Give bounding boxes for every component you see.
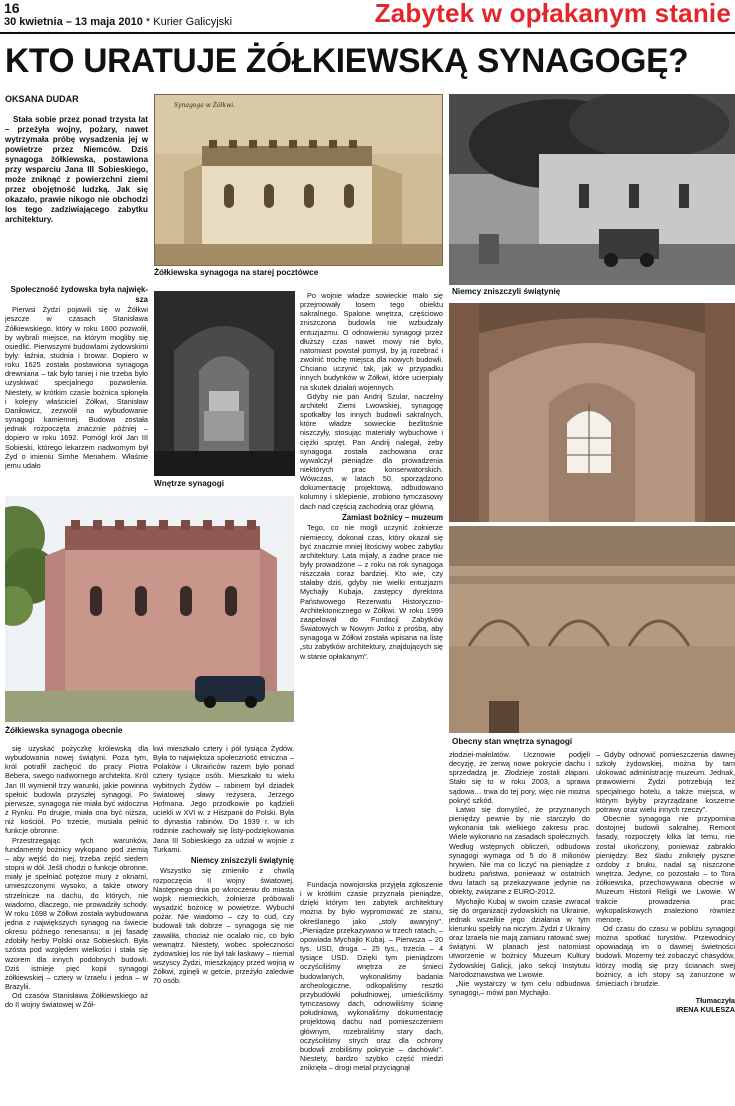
- caption-exterior: Żółkiewska synagoga obecnie: [5, 726, 123, 735]
- bottom-column-2-text-2: Wszystko się zmieniło z chwilą rozpoczęcia II wojny światowej. Następnego dnia po wkroczeniu do miasta wojsk niemieckich, żołnierze próbowali wysadzić bożnicę w powietrze. Wybuchł pożar. Nie wiadomo – czy to cud, czy budowali tak dobrze – synagoga się nie zawaliła, chociaż nie ocalało nic, co było wewnątrz. Niestety, wobec społeczności żydowskiej los nie był tak łaskawy – niemal wszyscy Żydzi, mieszkający przed wojną w Żółkwi, zginęli w getcie, przeżyło zaledwie 70 osób.: [153, 866, 294, 986]
- wall-illustration: [449, 526, 735, 733]
- photo-window: [449, 303, 735, 522]
- issue-separator: *: [145, 16, 151, 28]
- caption-wall: Obecny stan wnętrza synagogi: [452, 737, 573, 746]
- exterior-illustration: [5, 496, 294, 722]
- photo-fire: [449, 94, 735, 285]
- column-2-text-2: Gdyby nie pan Andrij Szular, naczelny architekt Ziemi Lwowskiej, synagogę spotkałby los innych budowli sakralnych, które władze sowieckie bezlitośnie niszczyły, stosując materiały wybuchowe i ciężki sprzęt. Pan Andrij nalegał, żeby synagoga została zachowana oraz wywalczył pieniądze dla prowadzenia niektórych prac konserwatorskich. Wówczas, w latach 50. sporządzono dokumentację projektową, odbudowano kolumny i sklepienie, zrobiono tymczasowy dach nad częścią zachodnią oraz główną.: [300, 391, 443, 511]
- column-2: [300, 291, 443, 881]
- column-2-text: Po wojnie władze sowieckie mało się przejmowały losem tego obiektu sakralnego. Spalone wnętrza, częściowo zniszczona budowla nie wzbudzały entuzjazmu. O odnowieniu synagogi przez dłuższy czas nawet mowy nie było, natomiast powstał pomysł, by ją rozebrać i zwolnić trochę miejsca dla nowych budowli. Chciano uczynić tak, jak w przypadku innych budynków w Żółkwi, które ucierpiały na skutek działań wojennych.: [300, 291, 443, 392]
- bottom-column-3-text: Fundacja nowojorska przyjęła zgłoszenie i w krótkim czasie przyznała pieniądze, dzięki którym ten zabytek architektury można by było wypromować ze stanu, określanego jako „stoly awaryjny". „Pieniądze przekazywano w trzech ratach, – opowiada Mychajło Kubaj. – Pierwsza – 20 tys. USD, druga – 25 tys., trzecia – 4 tysiące USD. Dzięki tym pieniądzom oczyściliśmy wnętrza ze śmieci budowlanych, wykonaliśmy badania archeologiczne, odkopaliśmy resztki przybudówki południowej, umieściliśmy tymczasowy dach, odnowiliśmy ścianę południową, wykonaliśmy dokumentację projektową dachu nad pomieszczeniem głównym, rozebraliśmy stary dach, oczyściliśmy strych oraz dla ochrony budowli zrobiliśmy pokrycie – dachówki". Niestety, bardzo szybko część miedzi zniknęła – drogi metal przyciągnął: [300, 880, 443, 1073]
- translator-label: Tłumaczyła: [695, 996, 735, 1006]
- subhead-community: Społeczność żydowska była największa: [10, 285, 148, 304]
- section-title: Zabytek w opłakanym stanie: [374, 0, 731, 28]
- photo-exterior: [5, 496, 294, 722]
- postcard-label: Synagoga w Żółkwi.: [174, 102, 236, 109]
- headline: KTO URATUJE ŻÓŁKIEWSKĄ SYNAGOGĘ?: [5, 42, 689, 80]
- bottom-column-4-text: złodziei-małolatów. Ucznowie podjęli decyzję, że zerwą nowe pokrycie dachu i sprzedadzą je. Złodzieje zostali złapani. Stało się to w roku 2003, a sprawa sądowa… trwa do tej pory, więc nie można pokryć szkód.: [449, 750, 590, 805]
- author-byline: OKSANA DUDAR: [5, 94, 79, 104]
- article-lead: Stała sobie przez ponad trzysta lat – przeżyła wojny, pożary, nawet wytrzymała próbę wysadzenia jej w powietrze przez Niemców. Dziś synagoga żółkiewska, postawiona przy wsparciu Jana III Sobieskiego, może zniknąć z powierzchni ziemi przez obojętność ludzką. Jak się okazało, prawie nikogo nie obchodzi los tego zadziwiającego zabytku architektury.: [5, 115, 148, 225]
- bottom-column-2: [153, 744, 294, 1106]
- bottom-column-1: [5, 744, 148, 1106]
- issue-date: 30 kwietnia – 13 maja 2010: [4, 16, 143, 28]
- bottom-column-5-text-2: Obecnie synagoga nie przypomina dostojnej budowli sakralnej. Remont fasady, rozpoczęty kilka lat temu, nie został ukończony, ponieważ zabrakło pieniędzy. Bez śladu zniknęły pyszne ozdoby z bruku, nadal są niszczone wnętrza. Jedyne, co pozostało – to Tora żółkiewska, przechowywana obecnie w Muzeum Historii Religii we Lwowie. W trakcie prowadzenia prac wykopaliskowych znaleziono również menorę.: [596, 814, 735, 924]
- bottom-column-4-text-2: Łatwo się domyśleć, że przyznanych pieniędzy pewnie by nie starczyło do wykonania tak wielkiego zakresu prac. Wiele wykonano na zasadach społecznych. Według wstępnych obliczeń, odbudowa synagogi wymaga od 5 do 8 milionów hrywien. Nie ma co liczyć na pieniądze z budżetu państwa, ponieważ w ostatnich dwu latach są przekazywane jedynie na obiekty, związane z EURO-2012.: [449, 804, 590, 897]
- issue-line: [4, 16, 232, 28]
- bottom-column-1-text-2: Przestrzegając tych warunków, fundamenty bożnicy wykopano pod ziemią – aby wejść do niej, trzeba zejść siedem stopni w dół. Jeśli chodzi o funkcje obronne, miały je spełniać potężne mury z oknami, umieszczonymi wysoko, a także otwory strzelnicze na dachu, do których, nie wiadomo, dlaczego, nie prowadziły schody. W roku 1698 w Żółkwi została wybudowana jedna z największych synagog na świecie okresu późnego renesansu; a jej fasadę zdobiły herby Polski oraz Sobieskich. Była szósta pod względem wielkości i stała się wzorem dla innych podobnych budowli. Dziś istnieje pięć kopii synagogi żółkiewskiej – cztery w Izraelu i jedna – w Brazylii.: [5, 835, 148, 992]
- bottom-column-1-text-3: Od czasów Stanisława Żółkiewskiego aż do II wojny światowej w Żół-: [5, 991, 148, 1010]
- photo-wall: [449, 526, 735, 733]
- fire-illustration: [449, 94, 735, 285]
- caption-postcard: Żółkiewska synagoga na starej pocztówce: [154, 268, 319, 277]
- column-1-text: Pierwsi Żydzi pojawili się w Żółkwi jeszcze w czasach Stanisława Żółkiewskiego, który w roku 1600 pozwolił, by wybrali miejsce, na którym mogliby się osiedlić. Pierwszymi budowlami żydowskimi były: łaźnia, studnia i browar. Dopiero w roku 1625 została postawiona synagoga drewniana – tak było taniej i nie trzeba było uzyskiwać specjalnego pozwolenia. Niestety, w krótkim czasie bożnica spłonęła i kolejny właściciel Żółkwi, Stanisław Daniłowicz, zezwolił na wybudowanie synagogi kamiennej. Budowa została jednak rozpoczęta znacznie później – dopiero w roku 1692. Pomógł król Jan III Sobieski, którego lekarzem nadwornym był Żyd o imieniu Simhe Menahem. Właśnie jemu udało: [5, 305, 148, 470]
- window-illustration: [449, 303, 735, 522]
- bottom-column-3: [300, 880, 443, 1106]
- photo-postcard: [154, 94, 443, 266]
- photo-interior: [154, 291, 295, 476]
- caption-interior: Wnętrze synagogi: [154, 479, 225, 488]
- header-rule: [0, 32, 735, 34]
- page-header: [0, 0, 735, 34]
- paper-name: Kurier Galicyjski: [153, 16, 233, 28]
- subhead-germans: Niemcy zniszczyli świątynię: [190, 855, 294, 865]
- bottom-column-5-text: – Gdyby odnowić pomieszczenia dawnej szkoły żydowskiej, można by tam ulokować administrację muzeum. Jednak, prawowierni Żydzi potrzebują też specjalnego hotelu, a także miejsca, w którym byłyby przyrządzane koszerne potrawy oraz wielu innych rzeczy".: [596, 750, 735, 814]
- bottom-column-5: [596, 750, 735, 1106]
- bottom-column-4-text-4: „Nie wystarczy w tym celu odbudowa synagogi,– mówi pan Mychajło.: [449, 978, 590, 998]
- interior-illustration: [154, 291, 295, 476]
- bottom-column-1-text: się uzyskać pożyczkę królewską dla wybudowania nowej świątyni. Poza tym, król potrafił zachęcić do pracy Piotra Bebera, swego nadwornego architekta. Król Jan III wymienił trzy warunki, jakie powinna spełnić budowla przyszłej synagogi. Po pierwsze, synagoga nie miała być widoczna z Rynku. Po drugie, miała ona być niższa, niż kościół. Po trzecie, musiała pełnić funkcje obronne.: [5, 744, 148, 836]
- postcard-illustration: [154, 94, 443, 266]
- bottom-column-2-text: kwi mieszkało cztery i pół tysiąca Żydów. Była to największa społeczność etniczna – Polaków i Ukraińców razem było ponad cztery tysiące osób. Mieszkało tu wielu wybitnych Żydów – rabinem był dziadek światowej sławy reżysera, Jerzego Hofmana. Jego przodkowie po kądzieli uciekli w XVI w. z Hiszpanii do Polski. Była to dynastia rabinów. Do 1939 r. w ich rodzinie zachowały się listy-podziękowania Jana III Sobieskiego za udział w wojnie z Turkami.: [153, 744, 294, 854]
- bottom-column-5-text-3: Od czasu do czasu w pobliżu synagogi można spotkać turystów. Przewodnicy opowiadają im o dawnej świetności budowli. Możemy też zobaczyć chasydów, którzy modlą się przy ścianach swej bożnicy, a ich stopy są zanurzone w śmieciach i brudzie.: [596, 923, 735, 988]
- subhead-museum: Zamiast bożnicy – muzeum: [342, 512, 443, 522]
- column-2-text-3: Tego, co nie mogli uczynić żołnierze niemieccy, dokonał czas, który okazał się być znacznie mniej litościwy wobec zabytku architektury. Lata mijały, a żadne prace nie były prowadzone – z roku na rok synagoga niszczała coraz bardziej. Kto wie, czy stałaby dziś, gdyby nie wielki entuzjazm Mychajły Kubaja, zastępcy dyrektora Państwowego Rezerwatu Historyczno-Architektonicznego w Żółkwi. W roku 1999 zaapelował do Fundacji Zabytków Światowych w Nowym Jorku z prośbą, aby synagoga w Żółkwi została wpisana na listę „stu zabytków architektury, znajdujących się w stanie opłakanym".: [300, 523, 443, 661]
- bottom-column-4: [449, 750, 590, 1106]
- caption-fire: Niemcy zniszczyli świątynię: [452, 287, 561, 296]
- page-number: 16: [4, 0, 20, 16]
- bottom-column-4-text-3: Mychajło Kubaj w swoim czasie zwracał się do organizacji żydowskich na Ukrainie, jednak wszelkie jego działania w tym kierunku spełzły na niczym. Żydzi z Ukrainy oraz Izraela nie mają zamiaru ratować swej świątyni. W planach jest natomiast utworzenie w bożnicy Muzeum Kultury Żydowskiej Galicji, jako sekcji Instytutu Narodoznawstwa we Lwowie.: [449, 896, 590, 979]
- translator-name: IRENA KULESZA: [676, 1005, 735, 1015]
